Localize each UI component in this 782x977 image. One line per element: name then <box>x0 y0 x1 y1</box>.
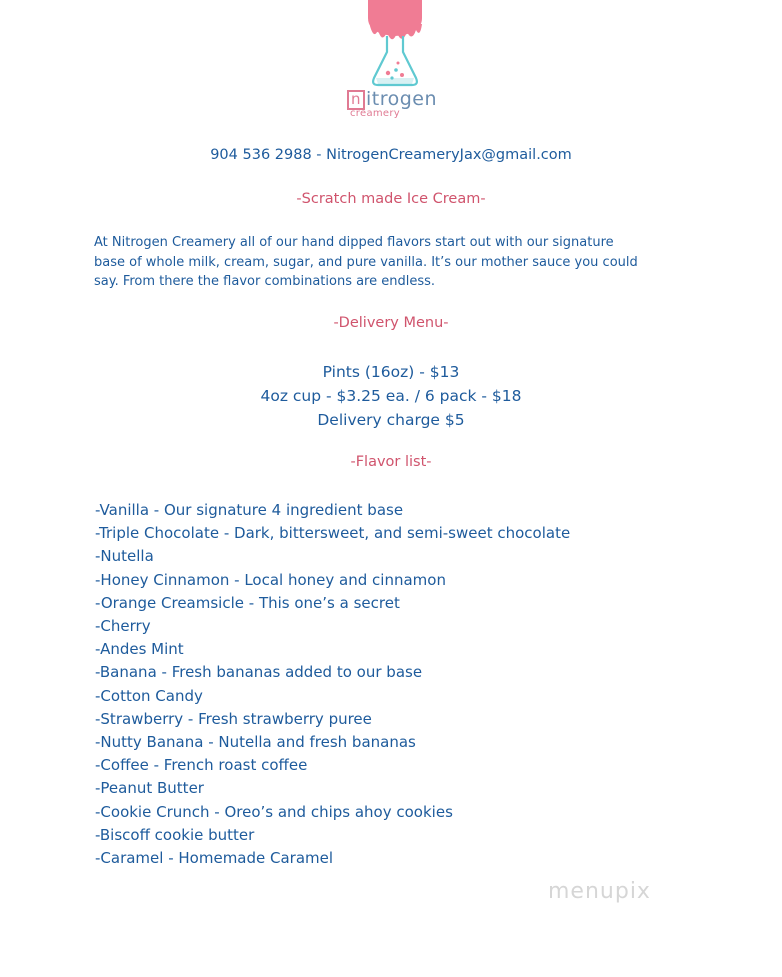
heading-scratch: -Scratch made Ice Cream- <box>296 191 486 207</box>
flavor-item: -Vanilla - Our signature 4 ingredient base <box>95 501 404 519</box>
intro-paragraph <box>94 233 694 292</box>
menupix-watermark: menupix <box>548 879 651 904</box>
price-pints: Pints (16oz) - $13 <box>322 363 460 381</box>
brand-initial: n <box>347 90 365 110</box>
contact-line: 904 536 2988 - NitrogenCreameryJax@gmail.com <box>210 147 572 163</box>
flavor-item: -Cookie Crunch - Oreo’s and chips ahoy cookies <box>95 802 453 821</box>
flavor-item: -Caramel - Homemade Caramel <box>95 849 334 868</box>
flavor-item: -Strawberry - Fresh strawberry puree <box>95 709 372 728</box>
flavor-item: -Peanut Butter <box>95 779 204 798</box>
flavor-item: -Nutty Banana - Nutella and fresh bananas <box>95 733 416 752</box>
brand-word: itrogen <box>366 88 438 110</box>
flavor-item: -Banana - Fresh bananas added to our base <box>95 663 423 682</box>
flavor-item: -Nutella <box>95 547 154 566</box>
flavor-item: -Andes Mint <box>95 640 184 659</box>
flavor-item: -Cherry <box>95 617 151 636</box>
flavor-item: -Orange Creamsicle - This one’s a secret <box>95 593 400 612</box>
heading-delivery-menu: -Delivery Menu- <box>333 315 449 331</box>
flavor-item: -Biscoff cookie butter <box>95 825 255 844</box>
intro-line: At Nitrogen Creamery all of our hand dipped flavors start out with our signature <box>94 235 614 250</box>
price-list <box>0 360 782 432</box>
intro-line: say. From there the flavor combinations are endless. <box>94 274 436 289</box>
flavor-item: -Triple Chocolate - Dark, bittersweet, and semi-sweet chocolate <box>95 524 571 543</box>
flavor-list <box>95 499 570 870</box>
flavor-item: -Coffee - French roast coffee <box>95 756 308 775</box>
brand-name <box>347 88 437 110</box>
heading-flavor-list: -Flavor list- <box>350 454 432 470</box>
flavor-item: -Honey Cinnamon - Local honey and cinnamon <box>95 570 446 589</box>
brand-subtitle: creamery <box>350 108 400 119</box>
price-cups: 4oz cup - $3.25 ea. / 6 pack - $18 <box>260 387 522 405</box>
flavor-item: -Cotton Candy <box>95 686 203 705</box>
price-delivery: Delivery charge $5 <box>317 411 465 429</box>
intro-line: base of whole milk, cream, sugar, and pure vanilla. It’s our mother sauce you could <box>94 254 638 270</box>
